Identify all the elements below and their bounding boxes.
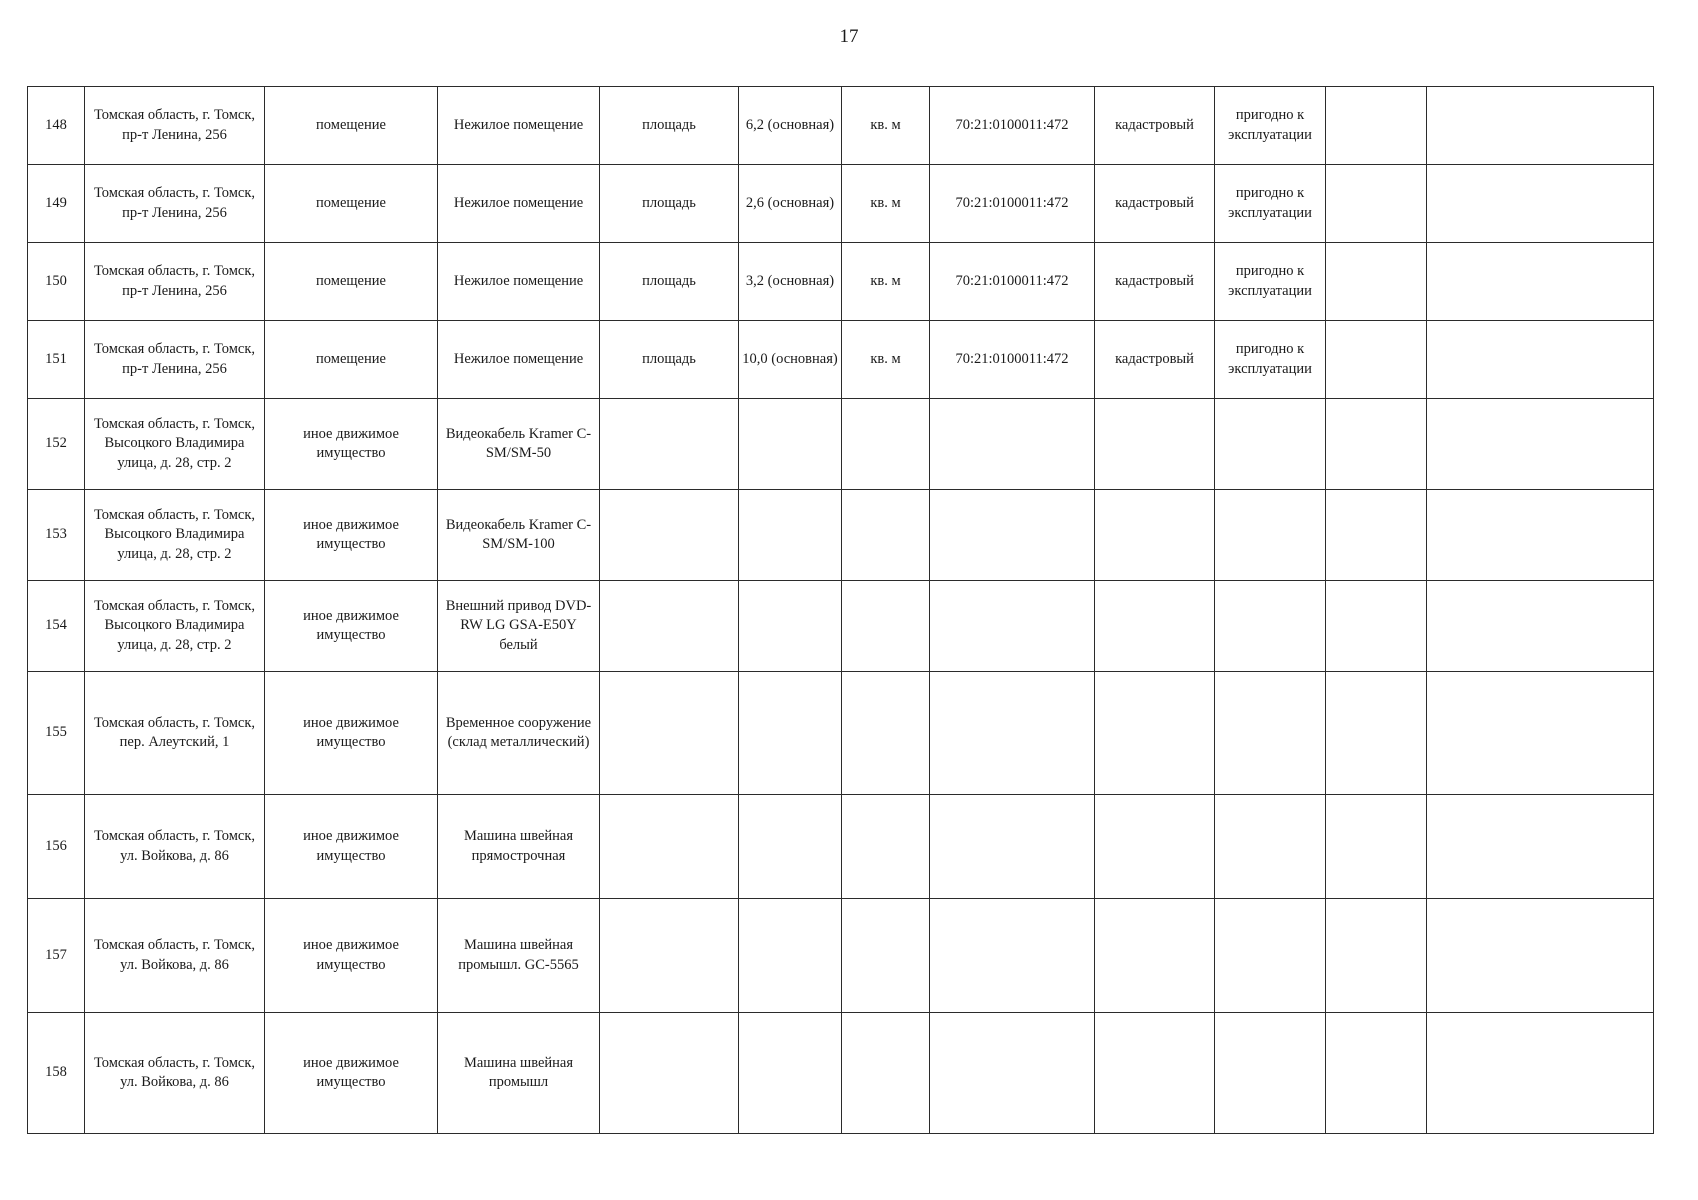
- row-number: 151: [28, 321, 85, 399]
- condition-cell: пригодно к эксплуатации: [1215, 87, 1326, 165]
- address-cell: Томская область, г. Томск, ул. Войкова, д. 86: [85, 795, 265, 899]
- object-name-cell: Видеокабель Kramer C-SM/SM-50: [438, 399, 600, 490]
- object-type-cell: иное движимое имущество: [265, 795, 438, 899]
- cadastral-number-cell: [930, 795, 1095, 899]
- unit-cell: [842, 490, 930, 581]
- unit-cell: кв. м: [842, 243, 930, 321]
- page-number: 17: [839, 26, 859, 47]
- table-row: [28, 672, 1654, 795]
- empty-cell: [1326, 795, 1427, 899]
- parameter-cell: [600, 399, 739, 490]
- cadastral-number-cell: [930, 1013, 1095, 1134]
- address-cell: Томская область, г. Томск, пер. Алеутский, 1: [85, 672, 265, 795]
- parameter-cell: [600, 672, 739, 795]
- row-number: 154: [28, 581, 85, 672]
- value-cell: [739, 1013, 842, 1134]
- number-type-cell: кадастровый: [1095, 165, 1215, 243]
- condition-cell: [1215, 899, 1326, 1013]
- object-type-cell: иное движимое имущество: [265, 399, 438, 490]
- object-type-cell: иное движимое имущество: [265, 1013, 438, 1134]
- object-type-cell: иное движимое имущество: [265, 899, 438, 1013]
- value-cell: [739, 899, 842, 1013]
- number-type-cell: [1095, 1013, 1215, 1134]
- cadastral-number-cell: 70:21:0100011:472: [930, 321, 1095, 399]
- object-name-cell: Временное сооружение (склад металлический): [438, 672, 600, 795]
- object-name-cell: Машина швейная промышл. GC-5565: [438, 899, 600, 1013]
- parameter-cell: площадь: [600, 165, 739, 243]
- address-cell: Томская область, г. Томск, пр-т Ленина, 256: [85, 243, 265, 321]
- condition-cell: пригодно к эксплуатации: [1215, 321, 1326, 399]
- number-type-cell: кадастровый: [1095, 87, 1215, 165]
- object-type-cell: помещение: [265, 165, 438, 243]
- row-number: 155: [28, 672, 85, 795]
- empty-cell: [1427, 243, 1654, 321]
- number-type-cell: [1095, 581, 1215, 672]
- row-number: 157: [28, 899, 85, 1013]
- parameter-cell: [600, 795, 739, 899]
- empty-cell: [1326, 321, 1427, 399]
- property-register-table: [27, 86, 1654, 1134]
- empty-cell: [1326, 87, 1427, 165]
- unit-cell: [842, 795, 930, 899]
- cadastral-number-cell: [930, 581, 1095, 672]
- parameter-cell: [600, 581, 739, 672]
- cadastral-number-cell: 70:21:0100011:472: [930, 165, 1095, 243]
- empty-cell: [1427, 321, 1654, 399]
- unit-cell: [842, 1013, 930, 1134]
- object-name-cell: Внешний привод DVD-RW LG GSA-E50Y белый: [438, 581, 600, 672]
- cadastral-number-cell: [930, 490, 1095, 581]
- row-number: 158: [28, 1013, 85, 1134]
- value-cell: [739, 581, 842, 672]
- empty-cell: [1326, 243, 1427, 321]
- row-number: 156: [28, 795, 85, 899]
- number-type-cell: [1095, 672, 1215, 795]
- empty-cell: [1427, 795, 1654, 899]
- table-row: [28, 795, 1654, 899]
- empty-cell: [1326, 165, 1427, 243]
- table-row: [28, 399, 1654, 490]
- empty-cell: [1427, 399, 1654, 490]
- cadastral-number-cell: [930, 672, 1095, 795]
- value-cell: [739, 399, 842, 490]
- object-name-cell: Машина швейная прямострочная: [438, 795, 600, 899]
- parameter-cell: площадь: [600, 243, 739, 321]
- empty-cell: [1326, 1013, 1427, 1134]
- table-row: [28, 581, 1654, 672]
- table-row: [28, 1013, 1654, 1134]
- address-cell: Томская область, г. Томск, ул. Войкова, д. 86: [85, 1013, 265, 1134]
- object-type-cell: иное движимое имущество: [265, 490, 438, 581]
- object-name-cell: Нежилое помещение: [438, 165, 600, 243]
- empty-cell: [1427, 581, 1654, 672]
- unit-cell: кв. м: [842, 87, 930, 165]
- value-cell: 6,2 (основная): [739, 87, 842, 165]
- empty-cell: [1326, 490, 1427, 581]
- empty-cell: [1427, 165, 1654, 243]
- cadastral-number-cell: [930, 399, 1095, 490]
- parameter-cell: площадь: [600, 321, 739, 399]
- object-name-cell: Видеокабель Kramer C-SM/SM-100: [438, 490, 600, 581]
- object-type-cell: иное движимое имущество: [265, 672, 438, 795]
- address-cell: Томская область, г. Томск, пр-т Ленина, 256: [85, 165, 265, 243]
- number-type-cell: кадастровый: [1095, 321, 1215, 399]
- condition-cell: [1215, 490, 1326, 581]
- number-type-cell: [1095, 399, 1215, 490]
- unit-cell: кв. м: [842, 165, 930, 243]
- value-cell: [739, 672, 842, 795]
- unit-cell: [842, 899, 930, 1013]
- value-cell: 3,2 (основная): [739, 243, 842, 321]
- number-type-cell: кадастровый: [1095, 243, 1215, 321]
- row-number: 152: [28, 399, 85, 490]
- address-cell: Томская область, г. Томск, пр-т Ленина, 256: [85, 321, 265, 399]
- condition-cell: [1215, 795, 1326, 899]
- cadastral-number-cell: 70:21:0100011:472: [930, 87, 1095, 165]
- object-name-cell: Нежилое помещение: [438, 243, 600, 321]
- row-number: 148: [28, 87, 85, 165]
- address-cell: Томская область, г. Томск, пр-т Ленина, 256: [85, 87, 265, 165]
- address-cell: Томская область, г. Томск, Высоцкого Владимира улица, д. 28, стр. 2: [85, 399, 265, 490]
- object-name-cell: Нежилое помещение: [438, 321, 600, 399]
- address-cell: Томская область, г. Томск, Высоцкого Владимира улица, д. 28, стр. 2: [85, 581, 265, 672]
- object-type-cell: помещение: [265, 243, 438, 321]
- empty-cell: [1326, 899, 1427, 1013]
- cadastral-number-cell: [930, 899, 1095, 1013]
- empty-cell: [1427, 1013, 1654, 1134]
- condition-cell: пригодно к эксплуатации: [1215, 165, 1326, 243]
- number-type-cell: [1095, 899, 1215, 1013]
- value-cell: [739, 795, 842, 899]
- value-cell: 10,0 (основная): [739, 321, 842, 399]
- table-row: [28, 899, 1654, 1013]
- value-cell: 2,6 (основная): [739, 165, 842, 243]
- parameter-cell: [600, 899, 739, 1013]
- address-cell: Томская область, г. Томск, ул. Войкова, д. 86: [85, 899, 265, 1013]
- number-type-cell: [1095, 795, 1215, 899]
- row-number: 150: [28, 243, 85, 321]
- value-cell: [739, 490, 842, 581]
- parameter-cell: площадь: [600, 87, 739, 165]
- row-number: 153: [28, 490, 85, 581]
- table-row: [28, 165, 1654, 243]
- number-type-cell: [1095, 490, 1215, 581]
- empty-cell: [1326, 672, 1427, 795]
- unit-cell: [842, 399, 930, 490]
- object-type-cell: помещение: [265, 87, 438, 165]
- table-row: [28, 87, 1654, 165]
- empty-cell: [1427, 672, 1654, 795]
- empty-cell: [1326, 399, 1427, 490]
- condition-cell: пригодно к эксплуатации: [1215, 243, 1326, 321]
- object-type-cell: помещение: [265, 321, 438, 399]
- unit-cell: кв. м: [842, 321, 930, 399]
- unit-cell: [842, 581, 930, 672]
- empty-cell: [1427, 490, 1654, 581]
- object-type-cell: иное движимое имущество: [265, 581, 438, 672]
- parameter-cell: [600, 490, 739, 581]
- table-row: [28, 321, 1654, 399]
- empty-cell: [1427, 899, 1654, 1013]
- cadastral-number-cell: 70:21:0100011:472: [930, 243, 1095, 321]
- condition-cell: [1215, 581, 1326, 672]
- condition-cell: [1215, 672, 1326, 795]
- unit-cell: [842, 672, 930, 795]
- table-row: [28, 243, 1654, 321]
- empty-cell: [1427, 87, 1654, 165]
- parameter-cell: [600, 1013, 739, 1134]
- table-row: [28, 490, 1654, 581]
- condition-cell: [1215, 1013, 1326, 1134]
- condition-cell: [1215, 399, 1326, 490]
- address-cell: Томская область, г. Томск, Высоцкого Владимира улица, д. 28, стр. 2: [85, 490, 265, 581]
- row-number: 149: [28, 165, 85, 243]
- object-name-cell: Нежилое помещение: [438, 87, 600, 165]
- object-name-cell: Машина швейная промышл: [438, 1013, 600, 1134]
- empty-cell: [1326, 581, 1427, 672]
